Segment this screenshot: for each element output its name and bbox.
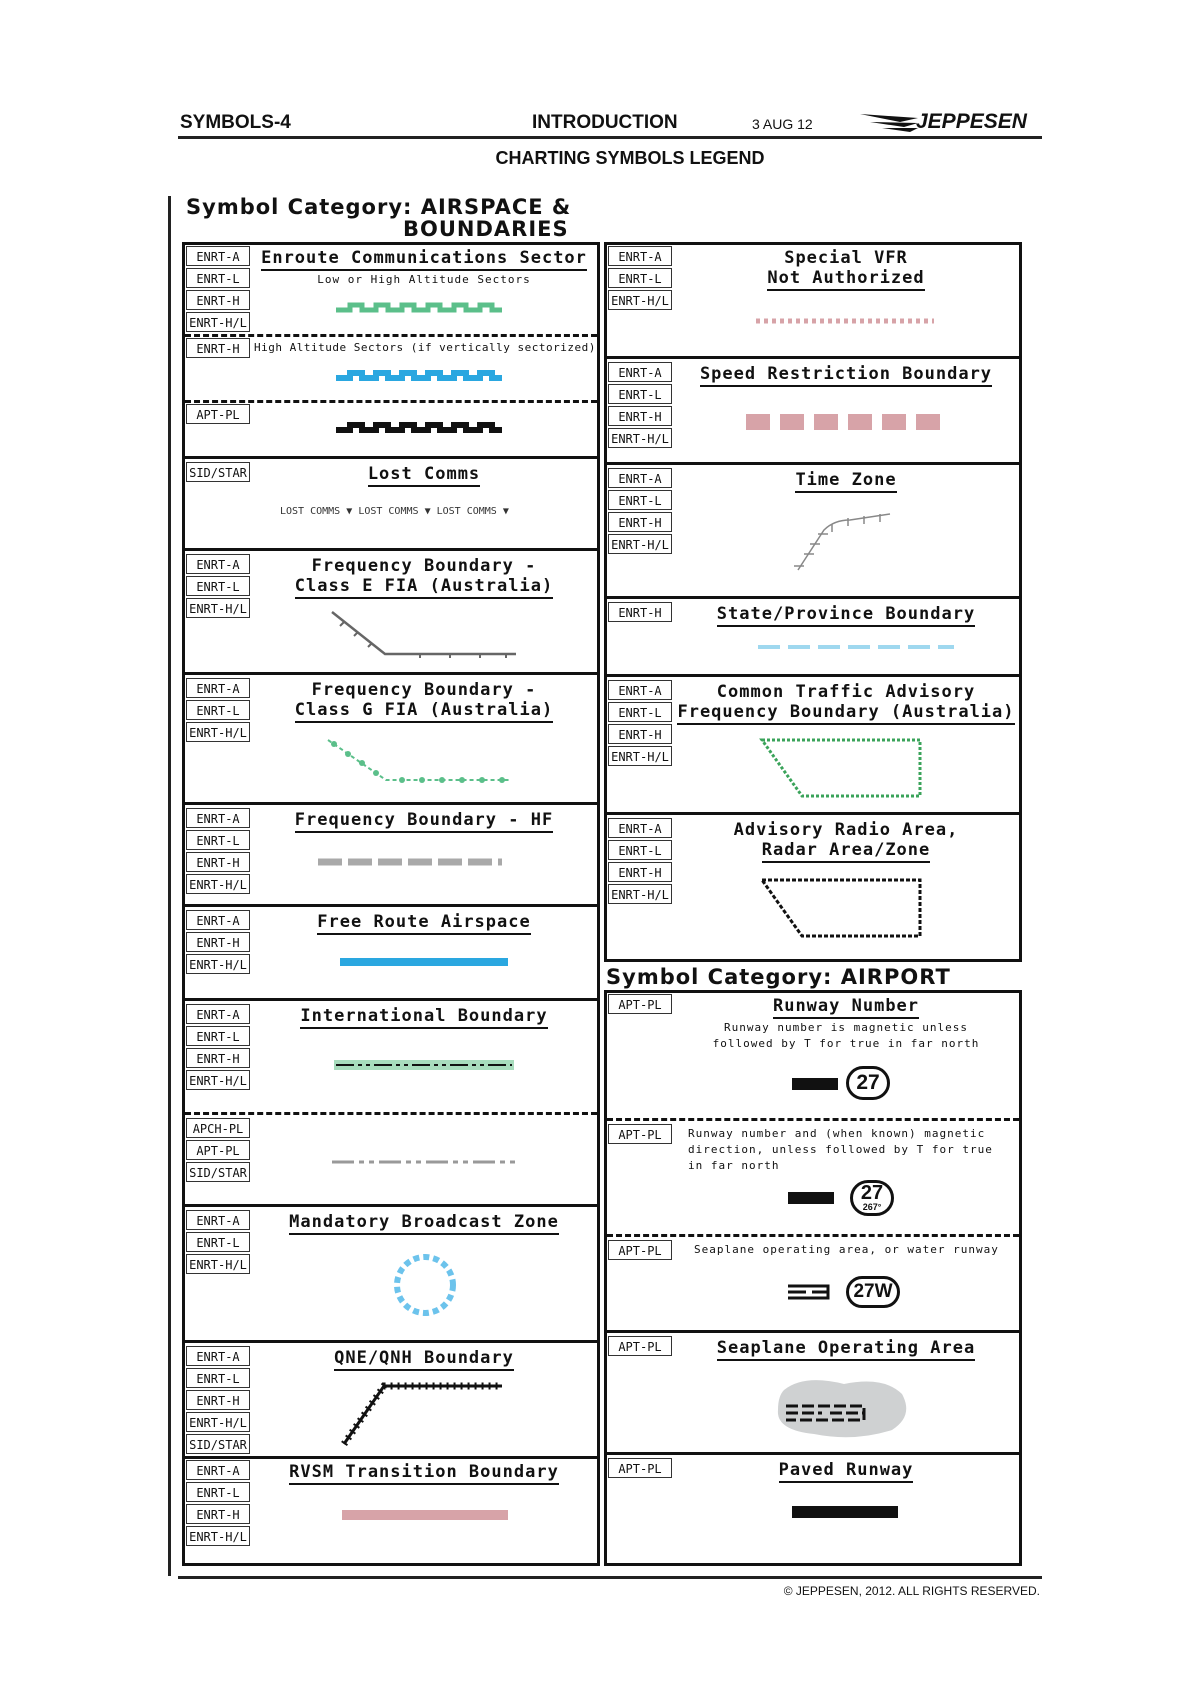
tag: ENRT-H xyxy=(186,1048,250,1068)
divider xyxy=(185,400,597,403)
mbz-title-text: Mandatory Broadcast Zone xyxy=(289,1212,559,1235)
triangle-icon: ▼ xyxy=(346,506,353,517)
divider xyxy=(185,334,597,337)
svfr-title xyxy=(676,248,1016,288)
state-tags xyxy=(608,602,672,624)
fra-title xyxy=(254,912,594,932)
tag: APT-PL xyxy=(186,404,250,424)
state-symbol xyxy=(758,644,958,650)
category-airport: Symbol Category: AIRPORT xyxy=(606,965,951,989)
freq-hf-tags xyxy=(186,808,250,896)
category-airspace-line1: Symbol Category: AIRSPACE & xyxy=(186,195,572,219)
tag: ENRT-A xyxy=(186,246,250,266)
tz-symbol xyxy=(794,506,904,576)
ecs-green-symbol xyxy=(334,302,514,314)
divider xyxy=(185,904,597,907)
svfr-tags xyxy=(608,246,672,312)
divider xyxy=(185,802,597,805)
seaplane-tags xyxy=(608,1336,672,1358)
category-airspace-line2: BOUNDARIES xyxy=(403,217,569,241)
tag: ENRT-H xyxy=(608,602,672,622)
tag: ENRT-H xyxy=(186,338,250,358)
freq-g-title-1: Frequency Boundary - xyxy=(311,680,537,700)
tz-title-text: Time Zone xyxy=(795,470,896,493)
seaplane-title-text: Seaplane Operating Area xyxy=(717,1338,975,1361)
runway-direction: 267° xyxy=(862,1202,882,1212)
freq-e-title-2: Class E FIA (Australia) xyxy=(295,576,553,599)
category-airspace xyxy=(186,196,571,240)
rvsm-symbol xyxy=(342,1510,508,1520)
divider xyxy=(607,1330,1019,1333)
freq-g-title xyxy=(254,680,594,720)
runway-number: 27 xyxy=(856,1071,880,1094)
lost-label: LOST COMMS xyxy=(436,506,497,517)
tag: ENRT-H/L xyxy=(186,1526,250,1546)
freq-g-title-2: Class G FIA (Australia) xyxy=(295,700,553,723)
qne-symbol xyxy=(342,1378,522,1448)
freq-e-tags xyxy=(186,554,250,620)
freq-e-title xyxy=(254,556,594,596)
rwy-note-2: followed by T for true in far north xyxy=(712,1037,980,1050)
tag: ENRT-H/L xyxy=(608,534,672,554)
tag: APT-PL xyxy=(608,1124,672,1144)
freq-e-title-1: Frequency Boundary - xyxy=(311,556,537,576)
ecs-black-symbol xyxy=(334,422,514,434)
legend-subtitle: CHARTING SYMBOLS LEGEND xyxy=(495,148,765,168)
copyright: © JEPPESEN, 2012. ALL RIGHTS RESERVED. xyxy=(783,1584,1040,1598)
rwy-tags-2 xyxy=(608,1124,672,1146)
tag: ENRT-L xyxy=(186,1026,250,1046)
divider xyxy=(607,1452,1019,1455)
tag: ENRT-L xyxy=(608,268,672,288)
tag: ENRT-L xyxy=(186,1368,250,1388)
rwy-title-text: Runway Number xyxy=(773,996,919,1019)
mbz-symbol xyxy=(390,1250,460,1320)
tag: ENRT-L xyxy=(186,576,250,596)
tag: ENRT-H/L xyxy=(186,722,250,742)
divider xyxy=(185,998,597,1001)
divider xyxy=(607,1234,1019,1237)
tz-tags xyxy=(608,468,672,556)
speed-title xyxy=(676,364,1016,384)
rwy-note-4: direction, unless followed by T for true xyxy=(688,1143,993,1156)
ecs-blue-symbol xyxy=(334,370,514,382)
tag: APT-PL xyxy=(608,1458,672,1478)
ara-title xyxy=(676,820,1016,860)
tag: ENRT-A xyxy=(186,1210,250,1230)
freq-hf-symbol xyxy=(316,856,506,868)
intl-symbol xyxy=(334,1060,514,1072)
runway-bar-icon xyxy=(792,1078,838,1090)
paved-runway-symbol xyxy=(792,1506,898,1518)
paved-title-text: Paved Runway xyxy=(779,1460,914,1483)
divider xyxy=(185,456,597,459)
fra-title-text: Free Route Airspace xyxy=(317,912,530,935)
ctaf-title xyxy=(676,682,1016,722)
rwy-note-3: Runway number and (when known) magnetic xyxy=(688,1127,986,1140)
tag: ENRT-H/L xyxy=(186,1070,250,1090)
speed-tags xyxy=(608,362,672,450)
rvsm-title-text: RVSM Transition Boundary xyxy=(289,1462,559,1485)
ecs-tags-2 xyxy=(186,338,250,360)
lost-title xyxy=(254,464,594,484)
rvsm-title xyxy=(254,1462,594,1482)
fra-tags xyxy=(186,910,250,976)
margin-rule xyxy=(168,196,171,1576)
divider xyxy=(185,1456,597,1459)
tag: ENRT-H xyxy=(608,406,672,426)
ecs-tags-3 xyxy=(186,404,250,426)
tag: ENRT-A xyxy=(186,910,250,930)
freq-hf-title-text: Frequency Boundary - HF xyxy=(295,810,553,833)
tag: APT-PL xyxy=(608,994,672,1014)
tag: ENRT-H xyxy=(608,512,672,532)
tag: ENRT-A xyxy=(608,468,672,488)
state-title-text: State/Province Boundary xyxy=(717,604,975,627)
tag: ENRT-A xyxy=(186,1346,250,1366)
water-runway-icon xyxy=(788,1284,834,1300)
intl-title xyxy=(254,1006,594,1026)
triangle-icon: ▼ xyxy=(424,506,431,517)
runway-number-badge xyxy=(846,1276,900,1308)
ecs-tags xyxy=(186,246,250,334)
tag: ENRT-L xyxy=(608,840,672,860)
tag: SID/STAR xyxy=(186,1434,250,1454)
intl-title-text: International Boundary xyxy=(300,1006,547,1029)
tag: APCH-PL xyxy=(186,1118,250,1138)
state-title xyxy=(676,604,1016,624)
fra-symbol xyxy=(340,958,508,966)
tag: SID/STAR xyxy=(186,462,250,482)
tag: ENRT-H/L xyxy=(186,1412,250,1432)
freq-g-symbol xyxy=(326,736,526,796)
tag: APT-PL xyxy=(608,1240,672,1260)
tag: ENRT-A xyxy=(186,554,250,574)
ecs-title-text: Enroute Communications Sector xyxy=(261,248,587,271)
tag: ENRT-H xyxy=(186,1504,250,1524)
tag: ENRT-A xyxy=(608,246,672,266)
svfr-title-2: Not Authorized xyxy=(767,268,924,291)
lost-label: LOST COMMS xyxy=(358,506,419,517)
divider xyxy=(185,1112,597,1115)
tag: ENRT-A xyxy=(186,1004,250,1024)
ara-title-1: Advisory Radio Area, xyxy=(733,820,959,840)
divider xyxy=(185,672,597,675)
tag: ENRT-A xyxy=(608,818,672,838)
ctaf-symbol xyxy=(758,736,928,802)
tag: ENRT-L xyxy=(186,268,250,288)
page-date: 3 AUG 12 xyxy=(752,116,813,132)
tag: APT-PL xyxy=(608,1336,672,1356)
rwy-note-1: Runway number is magnetic unless xyxy=(724,1021,968,1034)
section-title: INTRODUCTION xyxy=(532,112,678,133)
svfr-title-1: Special VFR xyxy=(784,248,908,268)
tag: ENRT-H xyxy=(186,290,250,310)
runway-number: 27W xyxy=(853,1281,893,1302)
lost-label: LOST COMMS xyxy=(280,506,341,517)
intl-tags-2 xyxy=(186,1118,250,1184)
tag: ENRT-H xyxy=(608,724,672,744)
tag: ENRT-H/L xyxy=(608,290,672,310)
divider xyxy=(607,812,1019,815)
divider xyxy=(607,596,1019,599)
qne-title xyxy=(254,1348,594,1368)
speed-title-text: Speed Restriction Boundary xyxy=(700,364,992,387)
rwy-title xyxy=(676,996,1016,1016)
runway-number-badge xyxy=(846,1066,890,1100)
divider xyxy=(185,548,597,551)
divider xyxy=(607,1118,1019,1121)
ara-symbol xyxy=(758,876,928,942)
tag: ENRT-H/L xyxy=(186,1254,250,1274)
tag: ENRT-H/L xyxy=(608,428,672,448)
tag: ENRT-H/L xyxy=(186,954,250,974)
jeppesen-logo xyxy=(860,110,1040,134)
freq-hf-title xyxy=(254,810,594,830)
rwy-tags xyxy=(608,994,672,1016)
logo-swoosh-icon xyxy=(860,112,920,134)
ctaf-title-2: Frequency Boundary (Australia) xyxy=(677,702,1014,725)
tag: ENRT-L xyxy=(186,700,250,720)
divider xyxy=(185,1204,597,1207)
ctaf-title-1: Common Traffic Advisory xyxy=(716,682,976,702)
tag: ENRT-H/L xyxy=(186,312,250,332)
tag: ENRT-A xyxy=(186,1460,250,1480)
speed-symbol xyxy=(746,412,946,432)
mbz-title xyxy=(254,1212,594,1232)
rvsm-tags xyxy=(186,1460,250,1548)
ctaf-tags xyxy=(608,680,672,768)
divider xyxy=(607,356,1019,359)
ecs-note: Low or High Altitude Sectors xyxy=(317,273,531,286)
paved-title xyxy=(676,1460,1016,1480)
tag: ENRT-A xyxy=(608,362,672,382)
rwy-note-6: Seaplane operating area, or water runway xyxy=(694,1243,999,1256)
ara-tags xyxy=(608,818,672,906)
tag: ENRT-L xyxy=(186,1482,250,1502)
tag: SID/STAR xyxy=(186,1162,250,1182)
divider xyxy=(607,674,1019,677)
ecs-note-2: High Altitude Sectors (if vertically sectorized) xyxy=(254,341,596,354)
tag: ENRT-H xyxy=(186,1390,250,1410)
lost-title-text: Lost Comms xyxy=(368,464,480,487)
seaplane-title xyxy=(676,1338,1016,1358)
intl-gray-symbol xyxy=(330,1158,520,1166)
header-rule xyxy=(178,136,1042,139)
tag: ENRT-L xyxy=(186,830,250,850)
runway-bar-icon xyxy=(788,1192,834,1204)
rwy-tags-3 xyxy=(608,1240,672,1262)
svfr-symbol xyxy=(756,318,936,324)
triangle-icon: ▼ xyxy=(502,506,509,517)
lost-comms-symbol xyxy=(280,506,509,517)
divider xyxy=(185,1340,597,1343)
tag: APT-PL xyxy=(186,1140,250,1160)
rwy-note-5: in far north xyxy=(688,1159,780,1172)
tag: ENRT-L xyxy=(186,1232,250,1252)
divider xyxy=(607,462,1019,465)
tag: ENRT-H xyxy=(186,932,250,952)
tag: ENRT-L xyxy=(608,490,672,510)
ecs-title xyxy=(254,248,594,268)
tag: ENRT-H/L xyxy=(186,874,250,894)
runway-number: 27 xyxy=(860,1182,884,1204)
ara-title-2: Radar Area/Zone xyxy=(762,840,931,863)
paved-tags xyxy=(608,1458,672,1480)
tag: ENRT-H xyxy=(608,862,672,882)
footer-rule xyxy=(178,1576,1042,1579)
tag: ENRT-A xyxy=(186,678,250,698)
tag: ENRT-L xyxy=(608,384,672,404)
tag: ENRT-H/L xyxy=(608,746,672,766)
tag: ENRT-H/L xyxy=(608,884,672,904)
intl-tags xyxy=(186,1004,250,1092)
freq-e-symbol xyxy=(330,608,530,668)
mbz-tags xyxy=(186,1210,250,1276)
tag: ENRT-A xyxy=(608,680,672,700)
brand-name: JEPPESEN xyxy=(916,110,1027,133)
qne-title-text: QNE/QNH Boundary xyxy=(334,1348,514,1371)
tag: ENRT-L xyxy=(608,702,672,722)
tag: ENRT-H xyxy=(186,852,250,872)
tz-title xyxy=(676,470,1016,490)
tag: ENRT-A xyxy=(186,808,250,828)
runway-number-badge xyxy=(850,1180,894,1216)
lost-tags xyxy=(186,462,250,484)
page-id: SYMBOLS-4 xyxy=(180,112,291,133)
seaplane-area-symbol xyxy=(774,1376,914,1440)
tag: ENRT-H/L xyxy=(186,598,250,618)
freq-g-tags xyxy=(186,678,250,744)
qne-tags xyxy=(186,1346,250,1456)
